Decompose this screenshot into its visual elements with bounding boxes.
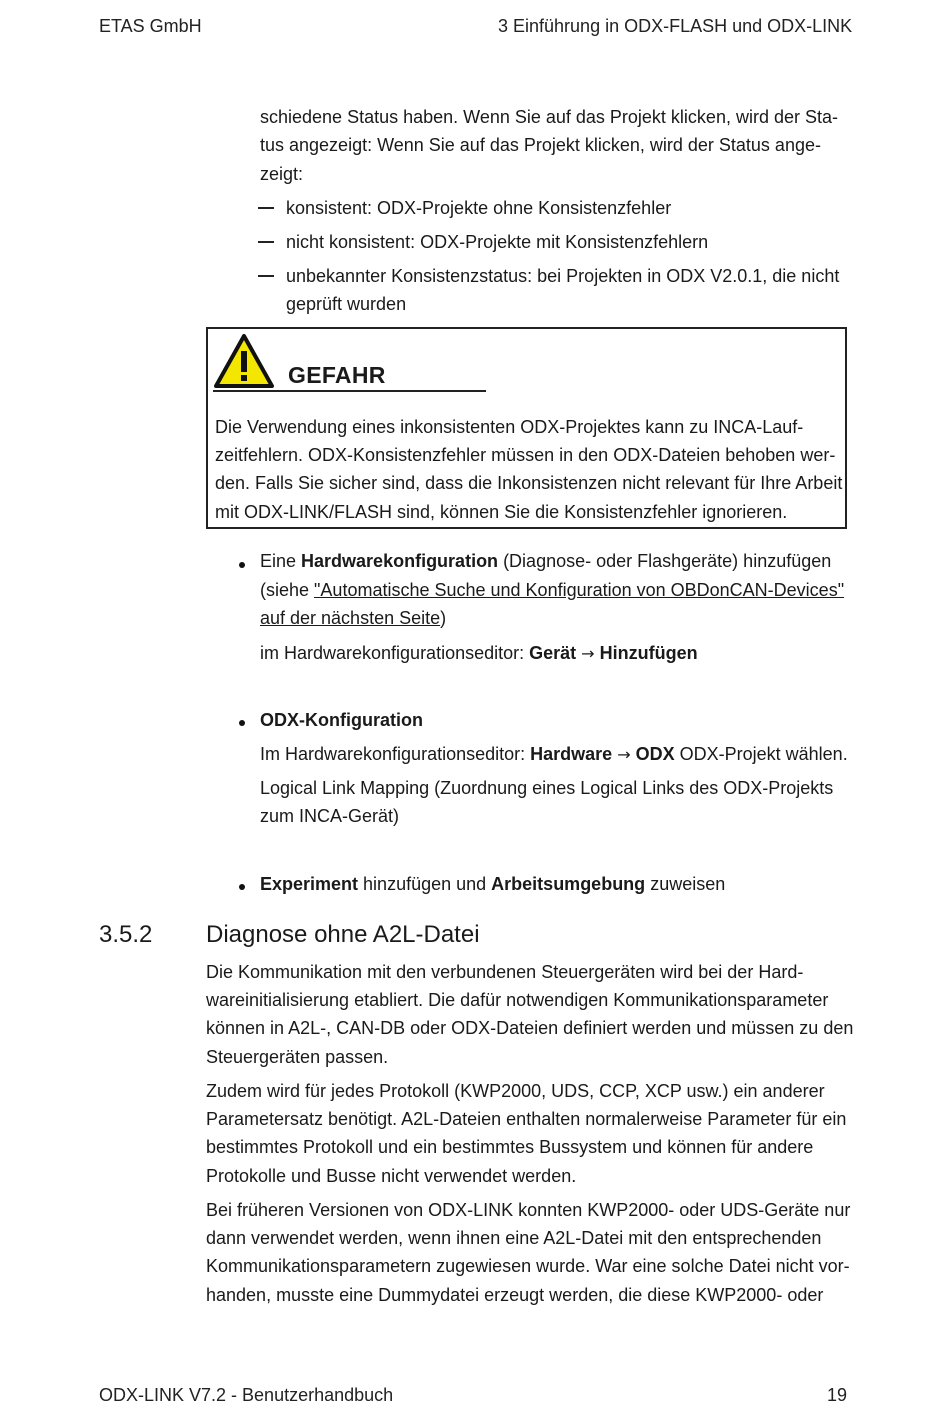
paragraph-line: Kommunikationsparametern zugewiesen wurde. War eine solche Datei nicht vor- — [206, 1256, 850, 1276]
odx-mapping-line: Logical Link Mapping (Zuordnung eines Logical Links des ODX-Projekts — [260, 778, 834, 798]
warning-triangle-icon — [213, 333, 275, 389]
section-number: 3.5.2 — [99, 921, 153, 948]
page-number: 19 — [827, 1385, 848, 1405]
menu-geraet: Gerät — [529, 643, 577, 663]
workspace-term: Arbeitsumgebung — [491, 874, 646, 894]
hw-see-line — [260, 576, 844, 604]
editor-path-prefix: im Hardwarekonfigurationseditor: — [260, 643, 530, 663]
paragraph-line: können in A2L-, CAN-DB oder ODX-Dateien definiert werden und müssen zu den — [206, 1018, 854, 1038]
danger-text-line: den. Falls Sie sicher sind, dass die Inkonsistenzen nicht relevant für Ihre Arbeit — [215, 473, 843, 493]
danger-text-line: mit ODX-LINK/FLASH sind, können Sie die Konsistenzfehler ignorieren. — [215, 502, 788, 522]
section-title: Diagnose ohne A2L-Datei — [206, 921, 480, 948]
see-prefix: (siehe — [260, 580, 315, 600]
hw-config-line — [260, 547, 831, 575]
menu-hinzufuegen: Hinzufügen — [599, 643, 698, 663]
editor-path-suffix: ODX-Projekt wählen. — [674, 744, 848, 764]
odx-mapping-line-2: zum INCA-Gerät) — [260, 806, 400, 826]
arrow-right-icon: → — [617, 745, 631, 764]
hw-editor-path — [260, 639, 698, 668]
menu-odx: ODX — [635, 744, 675, 764]
experiment-line — [260, 870, 725, 898]
experiment-term: Experiment — [260, 874, 359, 894]
experiment-mid: hinzufügen und — [358, 874, 492, 894]
paragraph-line: Steuergeräten passen. — [206, 1047, 389, 1067]
paragraph-line: wareinitialisierung etabliert. Die dafür notwendigen Kommunikationsparameter — [206, 990, 829, 1010]
paragraph-line: dann verwendet werden, wenn ihnen eine A2L-Datei mit den entsprechenden — [206, 1228, 822, 1248]
status-item-consistent: konsistent: ODX-Projekte ohne Konsistenzfehler — [286, 198, 672, 218]
paragraph-line: Zudem wird für jedes Protokoll (KWP2000, UDS, CCP, XCP usw.) ein anderer — [206, 1081, 825, 1101]
xref-link-obdoncan[interactable]: "Automatische Suche und Konfiguration von OBDonCAN-Devices" — [314, 580, 845, 600]
paragraph-line: Bei früheren Versionen von ODX-LINK konnten KWP2000- oder UDS-Geräte nur — [206, 1200, 851, 1220]
editor-path-prefix: Im Hardwarekonfigurationseditor: — [260, 744, 531, 764]
intro-line: schiedene Status haben. Wenn Sie auf das Projekt klicken, wird der Sta- — [260, 107, 838, 127]
danger-title: GEFAHR — [288, 362, 386, 388]
running-header-chapter: 3 Einführung in ODX-FLASH und ODX-LINK — [498, 16, 853, 36]
dash-marker — [258, 207, 274, 209]
bullet-dot — [239, 562, 245, 568]
bullet-dot — [239, 720, 245, 726]
arrow-right-icon: → — [581, 644, 595, 663]
paragraph-line: Protokolle und Busse nicht verwendet werden. — [206, 1166, 577, 1186]
xref-link-next-page[interactable]: auf der nächsten Seite — [260, 608, 441, 628]
paragraph-line: handen, musste eine Dummydatei erzeugt werden, die diese KWP2000- oder — [206, 1285, 824, 1305]
hw-config-pre: Eine — [260, 551, 302, 571]
odx-editor-path — [260, 740, 848, 769]
paragraph-line: Die Kommunikation mit den verbundenen Steuergeräten wird bei der Hard- — [206, 962, 804, 982]
status-item-unknown: unbekannter Konsistenzstatus: bei Projekten in ODX V2.0.1, die nicht — [286, 266, 840, 286]
hw-config-post: (Diagnose- oder Flashgeräte) hinzufügen — [498, 551, 832, 571]
danger-text-line: Die Verwendung eines inkonsistenten ODX-Projektes kann zu INCA-Lauf- — [215, 417, 804, 437]
hw-see-line-2 — [260, 604, 446, 632]
status-item-unknown-cont: geprüft wurden — [286, 294, 407, 314]
odx-config-title — [260, 706, 423, 734]
see-suffix: ) — [440, 608, 447, 628]
paragraph-line: bestimmtes Protokoll und ein bestimmtes Bussystem und können für andere — [206, 1137, 814, 1157]
intro-line: tus angezeigt: Wenn Sie auf das Projekt klicken, wird der Status ange- — [260, 135, 821, 155]
dash-marker — [258, 275, 274, 277]
running-footer-title: ODX-LINK V7.2 - Benutzerhandbuch — [99, 1385, 394, 1405]
danger-title-rule — [213, 390, 486, 392]
bullet-dot — [239, 884, 245, 890]
odx-config-term: ODX-Konfiguration — [260, 710, 423, 730]
paragraph-line: Parametersatz benötigt. A2L-Dateien enthalten normalerweise Parameter für ein — [206, 1109, 847, 1129]
status-item-inconsistent: nicht konsistent: ODX-Projekte mit Konsistenzfehlern — [286, 232, 709, 252]
running-header-company: ETAS GmbH — [99, 16, 202, 36]
menu-hardware: Hardware — [530, 744, 613, 764]
danger-text-line: zeitfehlern. ODX-Konsistenzfehler müssen in den ODX-Dateien behoben wer- — [215, 445, 836, 465]
dash-marker — [258, 241, 274, 243]
hw-config-term: Hardwarekonfiguration — [301, 551, 499, 571]
experiment-post: zuweisen — [645, 874, 726, 894]
intro-line: zeigt: — [260, 164, 304, 184]
